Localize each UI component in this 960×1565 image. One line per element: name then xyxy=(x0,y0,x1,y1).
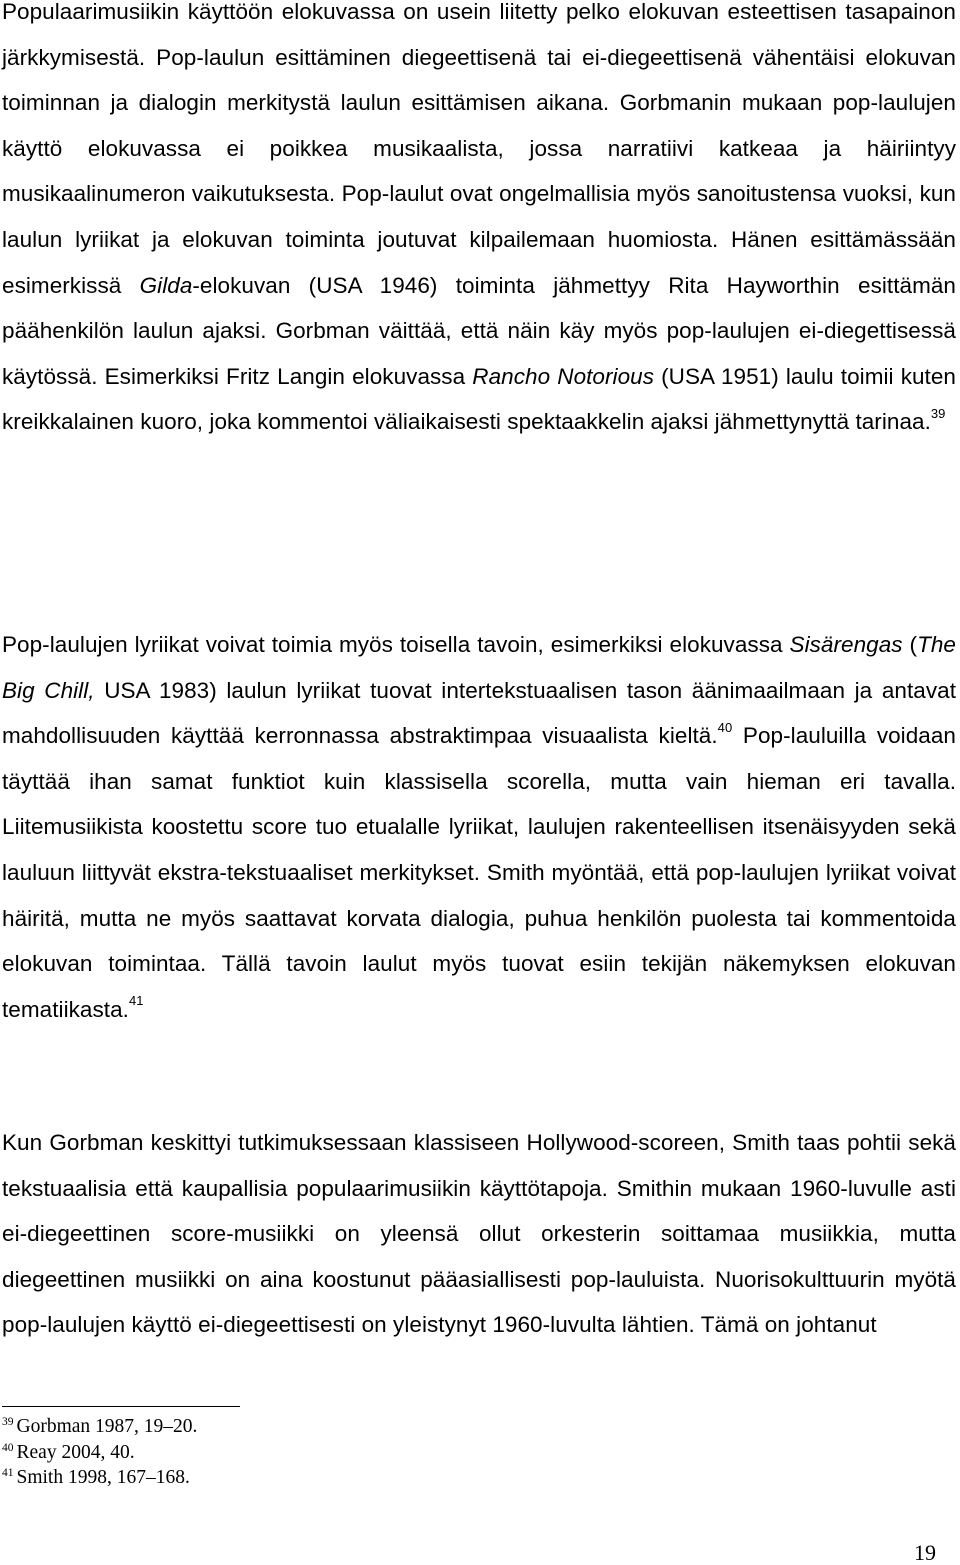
body-paragraph-2 xyxy=(2,622,956,1032)
footnote-number: 39 xyxy=(2,1415,14,1428)
film-title-the-big-chill: The Big Chill, xyxy=(2,632,956,703)
film-title-rancho-notorious: Rancho Notorious xyxy=(472,363,655,389)
paragraph-text: Pop-lauluilla voidaan täyttää ihan samat funktiot kuin klassisella scorella, mutta vain hieman eri tavalla. Liitemusiikista koostettu score tuo etualalle lyriikat, laulujen rakenteellisen itsenäisyyden sekä lauluun liittyvät ekstra-tekstuaaliset merkitykset. Smith myöntää, että pop-laulujen lyriikat voivat häiritä, mutta ne myös saattavat korvata dialogia, puhua henkilön puolesta tai kommentoida elokuvan toimintaa. Tällä tavoin laulut myös tuovat esiin tekijän näkemyksen elokuvan tematiikasta. xyxy=(2,723,956,1022)
footnote-41 xyxy=(2,1466,190,1490)
film-title-sisarengas: Sisärengas xyxy=(789,632,903,657)
footnote-divider xyxy=(2,1406,240,1407)
footnote-40 xyxy=(2,1441,135,1465)
footnote-number: 40 xyxy=(2,1441,14,1454)
footnote-text: Gorbman 1987, 19–20. xyxy=(16,1416,198,1437)
footnote-text: Smith 1998, 167–168. xyxy=(16,1467,190,1488)
footnote-ref-40[interactable]: 40 xyxy=(717,719,733,735)
paragraph-text: ( xyxy=(902,632,918,657)
body-paragraph-1 xyxy=(2,0,956,445)
paragraph-text: Pop-laulujen lyriikat voivat toimia myös toisella tavoin, esimerkiksi elokuvassa xyxy=(2,632,790,657)
footnote-ref-39[interactable]: 39 xyxy=(930,405,946,421)
footnote-ref-41[interactable]: 41 xyxy=(128,993,144,1009)
paragraph-text: Populaarimusiikin käyttöön elokuvassa on usein liitetty pelko elokuvan esteettisen tasapainon järkkymisestä. Pop-laulun esittäminen diegeettisenä tai ei-diegeettisenä vähentäisi elokuvan toiminnan ja dialogin merkitystä laulun esittämisen aikana. Gorbmanin mukaan pop-laulujen käyttö elokuvassa ei poikkea musikaalista, jossa narratiivi katkeaa ja häiriintyy musikaalinumeron vaikutuksesta. Pop-laulut ovat ongelmallisia myös sanoitustensa vuoksi, kun laulun lyriikat ja elokuvan toiminta joutuvat kilpailemaan huomiosta. Hänen esittämässään esimerkissä xyxy=(2,0,956,298)
body-paragraph-3 xyxy=(2,1120,956,1348)
footnote-39 xyxy=(2,1415,197,1439)
footnote-number: 41 xyxy=(2,1466,14,1479)
paragraph-text: -elokuvan (USA 1946) toiminta jähmettyy Rita Hayworthin esittämän päähenkilön laulun ajaksi. Gorbman väittää, että näin käy myös pop-laulujen ei-diegettisessä käytössä. Esimerkiksi Fritz Langin elokuvassa xyxy=(2,272,956,389)
paragraph-text: (USA 1951) laulu toimii kuten kreikkalainen kuoro, joka kommentoi väliaikaisesti spektaakkelin ajaksi jähmettynyttä tarinaa. xyxy=(2,363,956,435)
page-number: 19 xyxy=(914,1540,936,1565)
paragraph-text: USA 1983) laulun lyriikat tuovat intertekstuaalisen tason äänimaailmaan ja antavat mahdollisuuden käyttää kerronnassa abstraktimpaa visuaalista kieltä. xyxy=(2,677,956,749)
paragraph-text: Kun Gorbman keskittyi tutkimuksessaan klassiseen Hollywood-scoreen, Smith taas pohtii sekä tekstuaalisia että kaupallisia populaarimusiikin käyttötapoja. Smithin mukaan 1960-luvulle asti ei-diegeettinen score-musiikki on yleensä ollut orkesterin soittamaa musiikkia, mutta diegeettinen musiikki on aina koostunut pääasiallisesti pop-lauluista. Nuorisokulttuurin myötä pop-laulujen käyttö ei-diegeettisesti on yleistynyt 1960-luvulta lähtien. Tämä on johtanut xyxy=(2,1130,956,1338)
footnote-text: Reay 2004, 40. xyxy=(16,1442,135,1463)
film-title-gilda: Gilda xyxy=(139,272,193,298)
